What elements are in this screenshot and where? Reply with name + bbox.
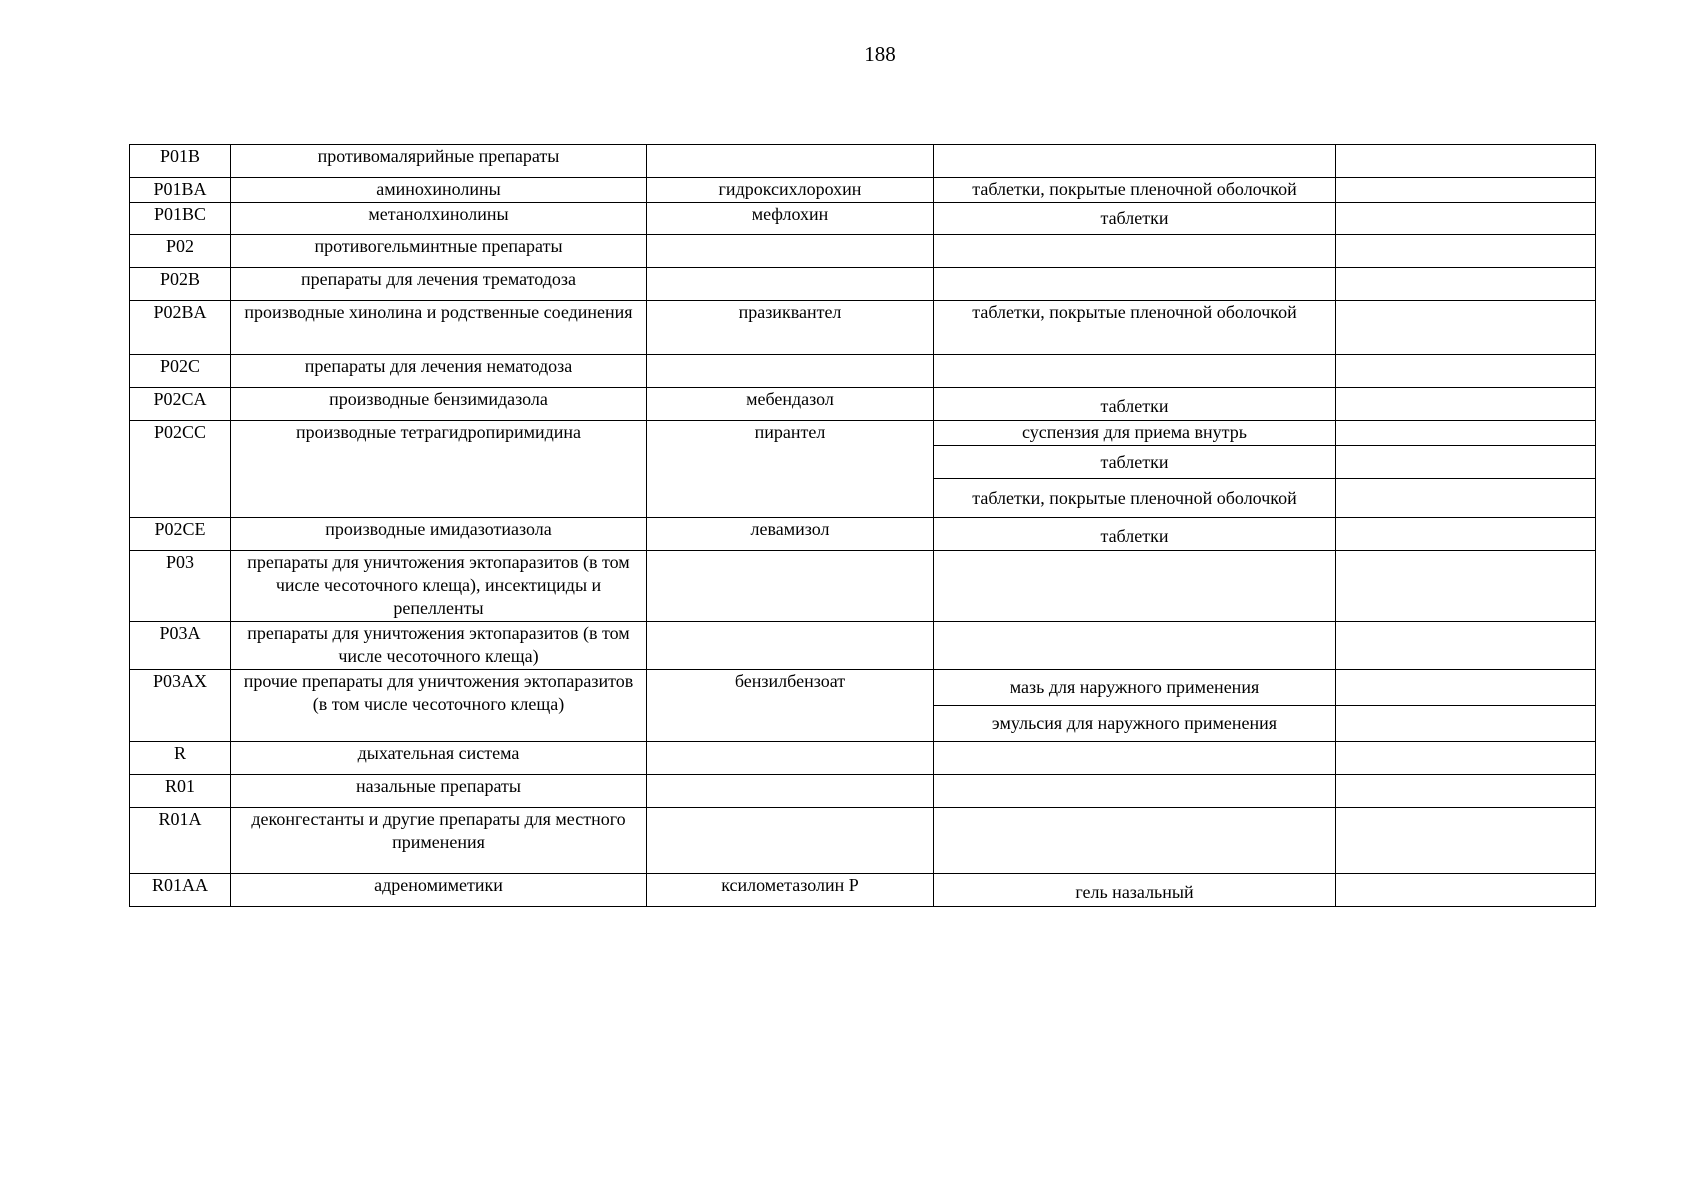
table-row: [130, 235, 1596, 268]
dosage-form-cell: [934, 268, 1336, 301]
drug-name-cell: [647, 551, 934, 622]
table-row: [130, 874, 1596, 907]
atc-code-cell: P02C: [130, 355, 231, 388]
empty-cell: [1336, 775, 1596, 808]
empty-cell: [1336, 518, 1596, 551]
atc-code-cell: P01BC: [130, 203, 231, 235]
atc-code-cell: R01: [130, 775, 231, 808]
drug-name-cell: ксилометазолин Р: [647, 874, 934, 907]
table-row: [130, 808, 1596, 874]
dosage-form-cell: эмульсия для наружного применения: [934, 706, 1336, 742]
empty-cell: [1336, 874, 1596, 907]
drug-name-cell: бензилбензоат: [647, 670, 934, 742]
table-row: [130, 742, 1596, 775]
atc-code-cell: P01B: [130, 145, 231, 178]
atc-code-cell: R: [130, 742, 231, 775]
page-number: 188: [864, 42, 896, 66]
dosage-form-cell: таблетки, покрытые пленочной оболочкой: [934, 479, 1336, 518]
table-row: [130, 670, 1596, 706]
dosage-form-cell: мазь для наружного применения: [934, 670, 1336, 706]
atc-group-cell: производные бензимидазола: [231, 388, 647, 421]
atc-code-cell: P02CA: [130, 388, 231, 421]
atc-group-cell: прочие препараты для уничтожения эктопаразитов (в том числе чесоточного клеща): [231, 670, 647, 742]
atc-code-cell: P02B: [130, 268, 231, 301]
dosage-form-cell: [934, 145, 1336, 178]
empty-cell: [1336, 706, 1596, 742]
drug-name-cell: гидроксихлорохин: [647, 178, 934, 203]
dosage-form-cell: [934, 235, 1336, 268]
empty-cell: [1336, 145, 1596, 178]
atc-group-cell: метанолхинолины: [231, 203, 647, 235]
dosage-form-cell: таблетки: [934, 388, 1336, 421]
table-row: [130, 775, 1596, 808]
drug-name-cell: [647, 775, 934, 808]
empty-cell: [1336, 742, 1596, 775]
dosage-form-cell: таблетки: [934, 203, 1336, 235]
dosage-form-cell: [934, 808, 1336, 874]
atc-code-cell: R01A: [130, 808, 231, 874]
table-row: [130, 203, 1596, 235]
atc-code-cell: P02: [130, 235, 231, 268]
table-body: [130, 145, 1596, 907]
dosage-form-cell: [934, 551, 1336, 622]
drug-name-cell: [647, 742, 934, 775]
dosage-form-cell: суспензия для приема внутрь: [934, 421, 1336, 446]
atc-group-cell: дыхательная система: [231, 742, 647, 775]
atc-group-cell: назальные препараты: [231, 775, 647, 808]
dosage-form-cell: таблетки: [934, 446, 1336, 479]
drug-name-cell: [647, 808, 934, 874]
table-row: [130, 301, 1596, 355]
atc-group-cell: противомалярийные препараты: [231, 145, 647, 178]
atc-group-cell: деконгестанты и другие препараты для местного применения: [231, 808, 647, 874]
empty-cell: [1336, 203, 1596, 235]
atc-group-cell: препараты для лечения трематодоза: [231, 268, 647, 301]
empty-cell: [1336, 808, 1596, 874]
table-row: [130, 622, 1596, 670]
empty-cell: [1336, 388, 1596, 421]
table-row: [130, 178, 1596, 203]
dosage-form-cell: таблетки, покрытые пленочной оболочкой: [934, 178, 1336, 203]
atc-code-cell: P01BA: [130, 178, 231, 203]
empty-cell: [1336, 479, 1596, 518]
table-row: [130, 551, 1596, 622]
dosage-form-cell: гель назальный: [934, 874, 1336, 907]
drug-name-cell: мебендазол: [647, 388, 934, 421]
dosage-form-cell: [934, 742, 1336, 775]
atc-group-cell: аминохинолины: [231, 178, 647, 203]
empty-cell: [1336, 301, 1596, 355]
atc-group-cell: препараты для лечения нематодоза: [231, 355, 647, 388]
empty-cell: [1336, 551, 1596, 622]
drug-name-cell: [647, 268, 934, 301]
drug-name-cell: празиквантел: [647, 301, 934, 355]
drug-name-cell: [647, 145, 934, 178]
atc-group-cell: производные тетрагидропиримидина: [231, 421, 647, 518]
atc-code-cell: P02CE: [130, 518, 231, 551]
drug-table: [129, 144, 1596, 907]
atc-group-cell: производные хинолина и родственные соединения: [231, 301, 647, 355]
empty-cell: [1336, 235, 1596, 268]
empty-cell: [1336, 268, 1596, 301]
atc-code-cell: P03: [130, 551, 231, 622]
atc-code-cell: R01AA: [130, 874, 231, 907]
atc-group-cell: производные имидазотиазола: [231, 518, 647, 551]
atc-code-cell: P03AX: [130, 670, 231, 742]
drug-name-cell: [647, 622, 934, 670]
atc-code-cell: P03A: [130, 622, 231, 670]
empty-cell: [1336, 622, 1596, 670]
atc-group-cell: адреномиметики: [231, 874, 647, 907]
drug-name-cell: мефлохин: [647, 203, 934, 235]
atc-group-cell: противогельминтные препараты: [231, 235, 647, 268]
dosage-form-cell: таблетки: [934, 518, 1336, 551]
table-row: [130, 355, 1596, 388]
drug-name-cell: пирантел: [647, 421, 934, 518]
empty-cell: [1336, 670, 1596, 706]
drug-name-cell: [647, 235, 934, 268]
table-row: [130, 518, 1596, 551]
dosage-form-cell: таблетки, покрытые пленочной оболочкой: [934, 301, 1336, 355]
table-row: [130, 268, 1596, 301]
atc-code-cell: P02CC: [130, 421, 231, 518]
atc-group-cell: препараты для уничтожения эктопаразитов (в том числе чесоточного клеща), инсектициды и репелленты: [231, 551, 647, 622]
table-row: [130, 145, 1596, 178]
table-row: [130, 388, 1596, 421]
atc-code-cell: P02BA: [130, 301, 231, 355]
empty-cell: [1336, 421, 1596, 446]
empty-cell: [1336, 446, 1596, 479]
empty-cell: [1336, 355, 1596, 388]
dosage-form-cell: [934, 355, 1336, 388]
drug-name-cell: левамизол: [647, 518, 934, 551]
table-row: [130, 421, 1596, 446]
dosage-form-cell: [934, 622, 1336, 670]
dosage-form-cell: [934, 775, 1336, 808]
empty-cell: [1336, 178, 1596, 203]
atc-group-cell: препараты для уничтожения эктопаразитов (в том числе чесоточного клеща): [231, 622, 647, 670]
drug-name-cell: [647, 355, 934, 388]
